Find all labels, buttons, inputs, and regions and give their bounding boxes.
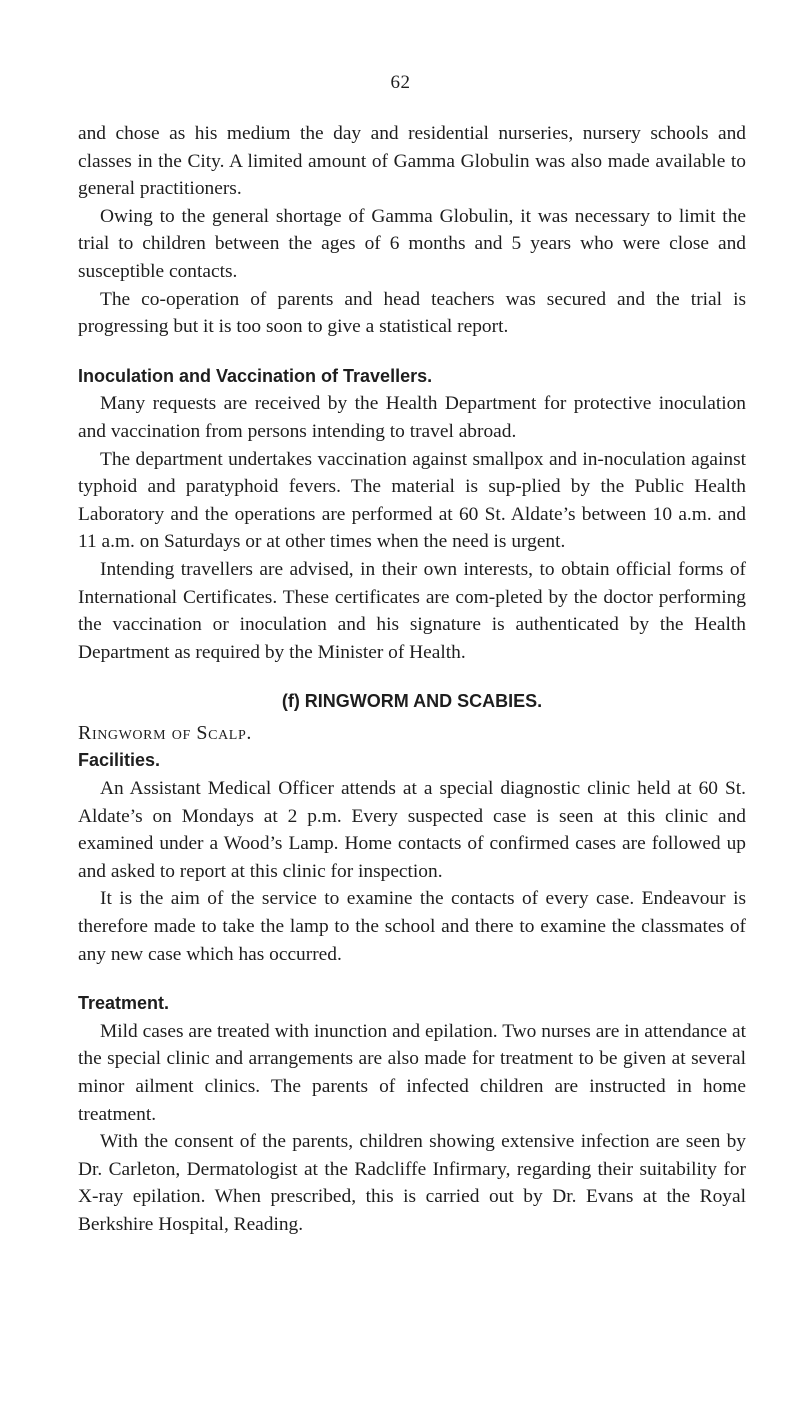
paragraph: Intending travellers are advised, in their own interests, to obtain official forms of International Certificates. These certificates are com-pleted by the doctor performing the vaccination or inoculation and his signature is authenticated by the Health Department as required by the Minister of Health. — [78, 558, 746, 663]
paragraph: Owing to the general shortage of Gamma Globulin, it was necessary to limit the trial to children between the ages of 6 months and 5 years who were close and susceptible contacts. — [78, 205, 746, 282]
heading-treatment: Treatment. — [78, 993, 170, 1014]
paragraph: Mild cases are treated with inunction and epilation. Two nurses are in attendance at the special clinic and arrangements are also made for treatment to be given at several minor ailment clinics. The parents of infected children are instructed in home treatment. — [78, 1020, 746, 1125]
paragraph: and chose as his medium the day and residential nurseries, nursery schools and classes in the City. A limited amount of Gamma Globulin was also made available to general practitioners. — [78, 123, 746, 200]
paragraph: Many requests are received by the Health Department for protective inoculation and vaccination from persons intending to travel abroad. — [78, 393, 746, 442]
page-number: 62 — [390, 72, 411, 93]
paragraph: It is the aim of the service to examine the contacts of every case. Endeavour is therefore made to take the lamp to the school and there to examine the classmates of any new case which has occurred. — [78, 888, 746, 965]
paragraph: With the consent of the parents, children showing extensive infection are seen by Dr. Carleton, Dermatologist at the Radcliffe Infirmary, regarding their suitability for X-ray epilation. When prescribed, this is carried out by Dr. Evans at the Royal Berkshire Hospital, Reading. — [78, 1131, 746, 1235]
section-heading-f: (f) RINGWORM AND SCABIES. — [281, 691, 543, 712]
paragraph: An Assistant Medical Officer attends at a special diagnostic clinic held at 60 St. Aldate’s on Mondays at 2 p.m. Every suspected case is seen at this clinic and examined under a Wood’s Lamp. Home contacts of confirmed cases are followed up and asked to report at this clinic for inspection. — [78, 778, 746, 882]
heading-facilities: Facilities. — [78, 750, 161, 771]
paragraph: The department undertakes vaccination against smallpox and in-noculation against typhoid and paratyphoid fevers. The material is sup-plied by the Public Health Laboratory and the operations are performed at 60 St. Aldate’s between 10 a.m. and 11 a.m. on Saturdays or at other times when the need is urgent. — [78, 448, 746, 553]
heading-inoculation: Inoculation and Vaccination of Travellers. — [78, 365, 433, 386]
paragraph: The co-operation of parents and head teachers was secured and the trial is progressing but it is too soon to give a statistical report. — [78, 288, 746, 338]
page-body — [78, 120, 746, 1239]
subheading-ringworm: Ringworm of Scalp. — [78, 721, 252, 744]
